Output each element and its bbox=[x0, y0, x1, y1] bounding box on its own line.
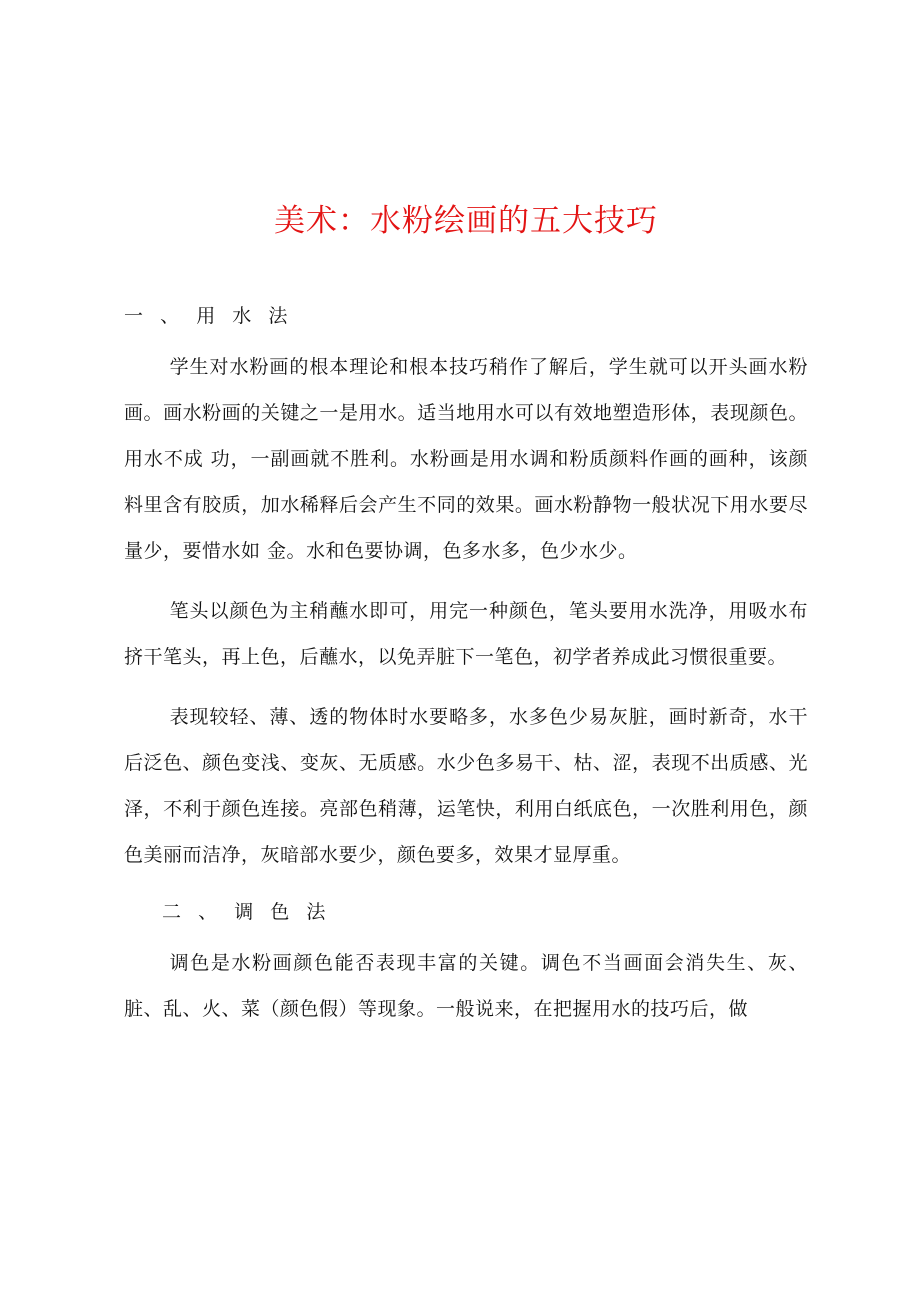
paragraph: 调色是水粉画颜色能否表现丰富的关键。调色不当画面会消失生、灰、脏、乱、火、菜（颜色假）等现象。一般说来，在把握用水的技巧后，做 bbox=[124, 952, 808, 1020]
section-color-mixing bbox=[124, 892, 808, 1032]
paragraph: 表现较轻、薄、透的物体时水要略多，水多色少易灰脏，画时新奇，水干后泛色、颜色变浅、变灰、无质感。水少色多易干、枯、涩，表现不出质感、光泽，不利于颜色连接。亮部色稍薄，运笔快，利用白纸底色，一次胜利用色，颜色美丽而洁净，灰暗部水要少，颜色要多，效果才显厚重。 bbox=[124, 706, 808, 866]
section-heading: 二、调色法 bbox=[162, 901, 343, 923]
paragraph: 笔头以颜色为主稍蘸水即可，用完一种颜色，笔头要用水洗净，用吸水布挤干笔头，再上色，后蘸水，以免弄脏下一笔色，初学者养成此习惯很重要。 bbox=[124, 600, 808, 668]
section-water bbox=[124, 296, 808, 878]
document-title: 美术：水粉绘画的五大技巧 bbox=[274, 203, 658, 239]
document-page bbox=[124, 190, 808, 1046]
paragraph: 学生对水粉画的根本理论和根本技巧稍作了解后，学生就可以开头画水粉画。画水粉画的关键之一是用水。适当地用水可以有效地塑造形体，表现颜色。用水不成 功，一副画就不胜利。水粉画是用水调和粉质颜料作画的画种，该颜料里含有胶质，加水稀释后会产生不同的效果。画水粉静物一般状况下用水要尽量少，要惜水如 金。水和色要协调，色多水多，色少水少。 bbox=[124, 356, 808, 562]
section-heading: 一、用水法 bbox=[124, 305, 305, 327]
